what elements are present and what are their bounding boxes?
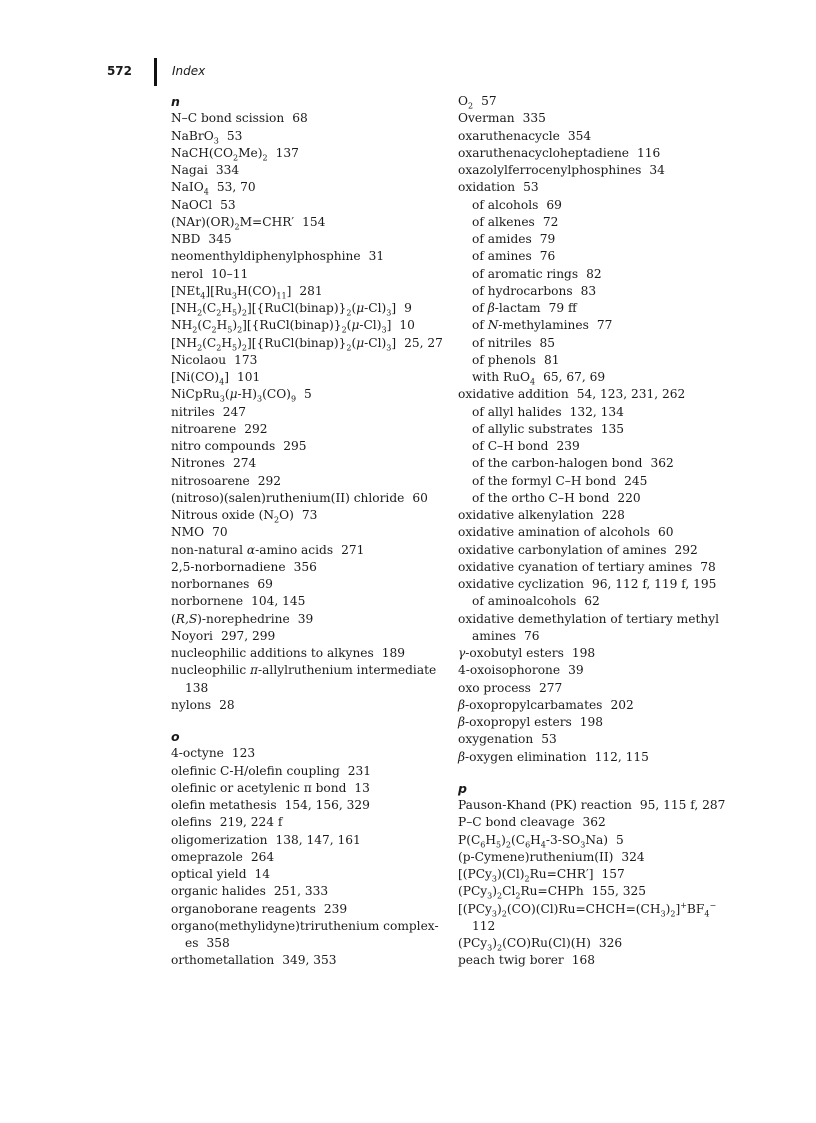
index-entry: nucleophilic π-allylruthenium intermediate 138 [171,663,437,695]
section-heading-n: n [171,94,180,109]
index-entry: olefinic C-H/olefin coupling 231 [171,763,372,778]
index-entry: NaIO$_4$ 53, 70 [171,180,256,197]
index-column-left [171,93,441,970]
index-entry: $(PCy_3)_2(CO)Ru(Cl)(H)$ 326 [458,936,623,953]
index-entry: $NiCpRu_3(\mu-H)_3(CO)_9$ 5 [171,387,312,404]
index-entry: organic halides 251, 333 [171,884,329,899]
index-entry: norbornene 104, 145 [171,594,306,609]
index-entry: $[NH_2(C_2H_5)_2][\{RuCl(binap)\}_2(\mu-Cl)_3]$ 9 [171,301,412,318]
index-entry: nitriles 247 [171,404,246,419]
index-subentry: of N-methylamines 77 [472,318,613,333]
index-entry: oxidative cyclization 96, 112 f, 119 f, 195 [458,577,717,591]
index-entry: nitro compounds 295 [171,439,307,453]
index-entry: oxygenation 53 [458,732,557,747]
index-entry: $[NH_2(C_2H_5)_2][\{RuCl(binap)\}_2(\mu-Cl)_3]$ 25, 27 [171,335,443,352]
index-entry: oxidation 53 [458,180,539,195]
page-number: 572 [106,64,132,78]
index-entry: $NaCH(CO_2Me)_2$ 137 [171,145,299,163]
index-subentry: of allyl halides 132, 134 [472,404,624,419]
index-entry: nitrosoarene 292 [171,473,282,488]
index-entry: oxidative carbonylation of amines 292 [458,542,698,557]
index-entry-continuation: amines 76 [472,628,540,643]
index-entry: NaOCl 53 [171,197,236,212]
index-entry: norbornanes 69 [171,577,273,591]
header-rule [154,58,157,86]
index-subentry: of nitriles 85 [472,335,555,350]
index-entry: oxaruthenacycloheptadiene 116 [458,145,661,160]
index-entry: $P(C_6H_5)_2(C_6H_4-3-SO_3Na)$ 5 [458,832,624,849]
index-entry: $[(PCy_3)(Cl)_2Ru=CHR']$ 157 [458,867,625,884]
index-entry: neomenthyldiphenylphosphine 31 [171,249,385,264]
index-entry: olefins 219, 224 f [171,815,283,830]
index-subentry: of phenols 81 [472,352,560,367]
index-entry: omeprazole 264 [171,849,275,864]
index-entry: $(PCy_3)_2Cl_2Ru=CHPh$ 155, 325 [458,884,646,901]
index-entry: peach twig borer 168 [458,953,596,968]
index-entry: (nitroso)(salen)ruthenium(II) chloride 60 [171,490,428,505]
index-entry: nitroarene 292 [171,421,268,436]
index-subentry: of alcohols 69 [472,197,562,212]
section-heading-o: o [171,729,180,744]
index-entry: olefin metathesis 154, 156, 329 [171,798,370,812]
index-subentry: of allylic substrates 135 [472,421,624,436]
index-entry: 4-oxoisophorone 39 [458,663,584,678]
index-entry: nylons 28 [171,697,235,712]
index-entry: Nitrous oxide $(N_2O)$ 73 [171,508,318,525]
index-subentry: of the carbon-halogen bond 362 [472,456,674,471]
index-entry: oxidative addition 54, 123, 231, 262 [458,387,686,402]
index-subentry: of aromatic rings 82 [472,266,602,281]
index-entry: oligomerization 138, 147, 161 [171,832,361,847]
index-entry: nerol 10–11 [171,266,249,281]
index-subentry: of β-lactam 79 ff [472,301,577,315]
index-entry: NMO 70 [171,525,228,540]
index-entry: N–C bond scission 68 [171,111,308,126]
index-subentry: with RuO$_4$ 65, 67, 69 [472,370,606,387]
index-subentry: of alkenes 72 [472,214,559,229]
index-entry: oxidative demethylation of tertiary methyl [458,611,719,626]
index-entry: oxazolylferrocenylphosphines 34 [458,163,665,177]
index-subentry: of the ortho C–H bond 220 [472,490,641,505]
index-entry: NBD 345 [171,232,232,246]
index-entry: 4-octyne 123 [171,746,256,761]
index-subentry: of amides 79 [472,232,556,246]
index-entry: nucleophilic additions to alkynes 189 [171,646,406,660]
index-column-right [458,93,758,970]
index-entry: (p-Cymene)ruthenium(II) 324 [458,849,645,864]
index-entry: orthometallation 349, 353 [171,953,337,968]
header-label: Index [172,64,206,78]
index-entry: $O_2$ 57 [458,94,497,111]
index-entry: oxidative alkenylation 228 [458,508,625,522]
index-entry: β-oxopropylcarbamates 202 [458,697,634,712]
index-subentry: of C–H bond 239 [472,439,580,453]
index-entry: organoborane reagents 239 [171,901,348,916]
index-entry: β-oxopropyl esters 198 [458,715,604,729]
index-entry: organo(methylidyne)triruthenium complex- es 358 [171,918,439,950]
index-subentry: of aminoalcohols 62 [472,594,600,609]
index-entry: Nitrones 274 [171,456,257,471]
index-entry: $NH_2(C_2H_5)_2][\{RuCl(binap)\}_2(\mu-Cl)_3]$ 10 [171,318,415,335]
index-entry: β-oxygen elimination 112, 115 [458,749,649,764]
index-entry: oxaruthenacycle 354 [458,128,592,143]
index-entry: (R,S)-norephedrine 39 [171,611,314,626]
index-entry: P–C bond cleavage 362 [458,815,606,830]
index-entry: Overman 335 [458,111,546,126]
index-entry: Noyori 297, 299 [171,628,276,643]
index-entry: $(NAr)(OR)_2M=CHR'$ 154 [171,214,326,232]
index-entry: oxidative cyanation of tertiary amines 78 [458,559,716,574]
index-entry: non-natural α-amino acids 271 [171,542,365,557]
index-subentry: of the formyl C–H bond 245 [472,473,648,488]
index-entry: $[(PCy_3)_2(CO)(Cl)Ru=CHCH=(CH_3)_2]^+BF_4^-$ 112 [458,900,717,933]
index-entry: Nagai 334 [171,163,240,177]
index-entry: oxo process 277 [458,680,563,695]
index-entry: NaBrO$_3$ 53 [171,128,243,145]
index-entry: Pauson-Khand (PK) reaction 95, 115 f, 287 [458,798,726,812]
index-entry: optical yield 14 [171,867,271,881]
index-entry: 2,5-norbornadiene 356 [171,559,317,574]
index-subentry: of hydrocarbons 83 [472,283,597,298]
index-entry: γ-oxobutyl esters 198 [458,646,596,660]
index-entry: $[Ni(CO)_4]$ 101 [171,370,261,387]
index-entry: Nicolaou 173 [171,352,258,367]
index-entry: olefinic or acetylenic π bond 13 [171,780,370,795]
index-entry: $[NEt_4][Ru_3H(CO)_{11}]$ 281 [171,283,323,301]
index-entry: oxidative amination of alcohols 60 [458,525,674,540]
index-subentry: of amines 76 [472,249,556,264]
section-heading-p: p [458,780,467,796]
